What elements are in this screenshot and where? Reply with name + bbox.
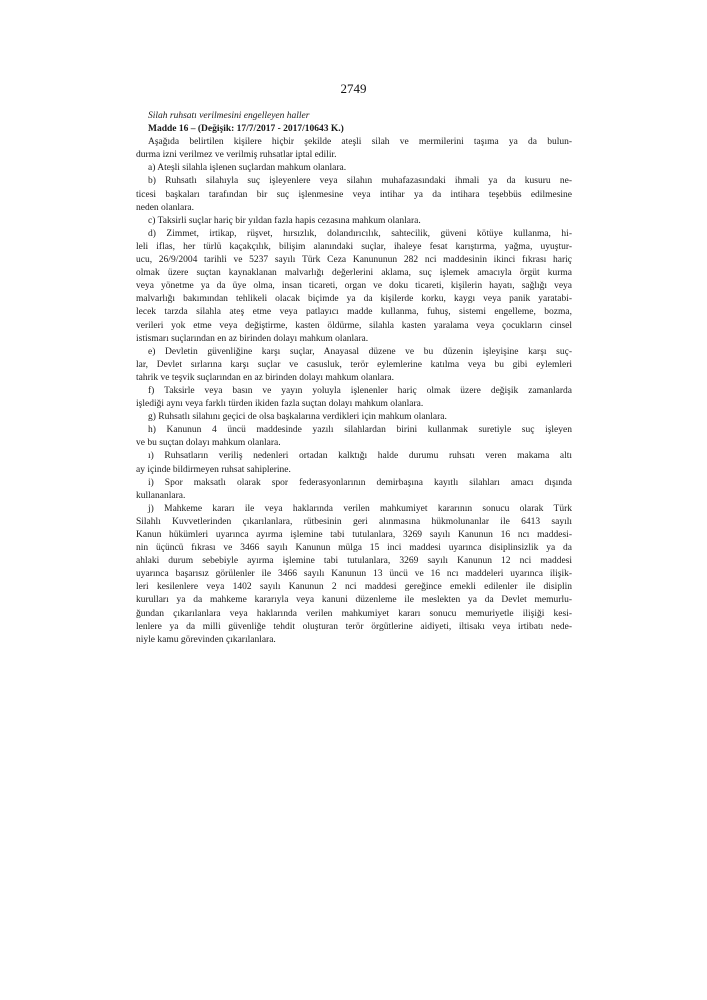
text-line: Kanun hükümleri uyarınca ayırma işlemine tabi tutulanlara, 3269 sayılı Kanunun 16 ncı maddesi- xyxy=(136,530,572,540)
text-line: ticesi başkaları tarafından bir suç işlenmesine veya intihar ya da intihara teşebbüs edilmesine xyxy=(136,189,572,200)
text-line: Silahlı Kuvvetlerinden çıkarılanlara, rütbesinin geri alınmasına hükmolunanlar ile 6413 sayılı xyxy=(136,516,572,527)
text-line: j) Mahkeme kararı ile veya haklarında verilen mahkumiyet kararının sonucu olarak Türk xyxy=(148,503,572,514)
text-line: h) Kanunun 4 üncü maddesinde yazılı silahlardan birini kullanmak suretiyle suç işleyen xyxy=(148,425,572,436)
text-line: d) Zimmet, irtikap, rüşvet, hırsızlık, dolandırıcılık, sahtecilik, güveni kötüye kullanma, hi- xyxy=(148,228,572,239)
text-line: kurulları ya da mahkeme kararıyla veya kanuni düzenleme ile meslekten ya da Devlet memurlu- xyxy=(136,595,572,606)
text-line: verileri yok etme veya değiştirme, kasten öldürme, silahla kasten yaralama veya çocukların cinsel xyxy=(136,320,572,331)
text-line: ğundan çıkarılanlara veya haklarında verilen mahkumiyet kararı sonucu memuriyetle ilişiği kesi- xyxy=(136,608,572,619)
text-line: lar, Devlet sırlarına karşı suçlar ve casusluk, terör eylemlerine katılma veya bu gibi eylemleri xyxy=(136,359,572,370)
text-line: ahlaki durum sebebiyle ayırma işlemine tabi tutulanlara, 3269 sayılı Kanunun 12 nci maddesi xyxy=(136,556,572,567)
text-line: tahrik ve teşvik suçlarından en az birinden dolayı mahkum olanlara. xyxy=(136,372,394,383)
text-line: e) Devletin güvenliğine karşı suçlar, Anayasal düzene ve bu düzenin işleyişine karşı suç- xyxy=(148,346,572,357)
text-line: ı) Ruhsatların veriliş nedenleri ortadan kalktığı halde durumu ruhsatı veren makama altı xyxy=(148,451,572,462)
text-line: işlediği aynı veya farklı türden ikiden fazla suçtan dolayı mahkum olanlara. xyxy=(136,399,424,410)
text-line: uyarınca başarısız görülenler ile 3466 sayılı Kanunun 13 üncü ve 16 ncı maddeleri uyarınca ilişik- xyxy=(136,569,572,580)
page-number: 2749 xyxy=(340,81,367,96)
text-line: ucu, 26/9/2004 tarihli ve 5237 sayılı Türk Ceza Kanununun 282 nci maddesinin ikinci fıkrası hariç xyxy=(136,255,572,266)
text-line: ve bu suçtan dolayı mahkum olanlara. xyxy=(136,438,281,449)
text-line: b) Ruhsatlı silahıyla suç işleyenlere veya silahın muhafazasındaki ihmali ya da kusuru ne- xyxy=(148,176,572,187)
text-line: leli iflas, her türlü kaçakçılık, bilişim alanındaki suçlar, ihaleye fesat karıştırma, yağma, uyuştur- xyxy=(136,241,572,252)
text-line: i) Spor maksatlı olarak spor federasyonlarının demirbaşına kayıtlı silahları amacı dışında xyxy=(148,477,572,488)
text-line: c) Taksirli suçlar hariç bir yıldan fazla hapis cezasına mahkum olanlara. xyxy=(148,215,421,226)
document-body xyxy=(136,110,572,647)
text-line: durma izni verilmez ve verilmiş ruhsatlar iptal edilir. xyxy=(136,150,337,161)
text-line: kullananlara. xyxy=(136,490,186,501)
text-line: ay içinde bildirmeyen ruhsat sahiplerine. xyxy=(136,464,291,475)
text-line: lenlere ya da milli güvenliğe tehdit oluşturan terör örgütlerine aidiyeti, iltisakı veya irtibatı nede- xyxy=(136,621,572,632)
text-line: niyle kamu görevinden çıkarılanlara. xyxy=(136,634,276,645)
text-line: Aşağıda belirtilen kişilere hiçbir şekilde ateşli silah ve mermilerini taşıma ya da bulun- xyxy=(148,137,572,148)
text-line: f) Taksirle veya basın ve yayın yoluyla işlenenler hariç olmak üzere değişik zamanlarda xyxy=(148,385,572,396)
text-line: olmak üzere suçtan kaynaklanan malvarlığı değerlerini aklama, suç işlemek amacıyla örgüt kurma xyxy=(136,268,572,279)
text-line: nin üçüncü fıkrası ve 3466 sayılı Kanunun mülga 15 inci maddesi uyarınca disiplinsizlik ya da xyxy=(136,543,572,554)
text-line: leri kesilenlere veya 1402 sayılı Kanunun 2 nci maddesi gereğince emekli edilenler ile disiplin xyxy=(136,582,572,593)
text-line: malvarlığı bakımından tehlikeli olacak biçimde ya da kişilerde korku, kaygı veya panik yaratabi- xyxy=(136,294,572,305)
text-line: a) Ateşli silahla işlenen suçlardan mahkum olanlara. xyxy=(148,163,347,174)
text-line: lecek tarzda silahla ateş etme veya patlayıcı madde kullanma, fuhuş, sistemi engelleme, bozma, xyxy=(136,307,572,318)
text-line: veya yönetme ya da üye olma, insan ticareti, organ ve doku ticareti, kişilerin hayatı, sağlığı veya xyxy=(136,281,572,292)
text-line: neden olanlara. xyxy=(136,202,195,213)
article-heading: Madde 16 – (Değişik: 17/7/2017 - 2017/10643 K.) xyxy=(148,124,344,135)
section-title: Silah ruhsatı verilmesini engelleyen haller xyxy=(148,111,310,121)
text-line: g) Ruhsatlı silahını geçici de olsa başkalarına verdikleri için mahkum olanlara. xyxy=(148,412,447,423)
text-line: istismarı suçlarından en az birinden dolayı mahkum olanlara. xyxy=(136,333,369,344)
